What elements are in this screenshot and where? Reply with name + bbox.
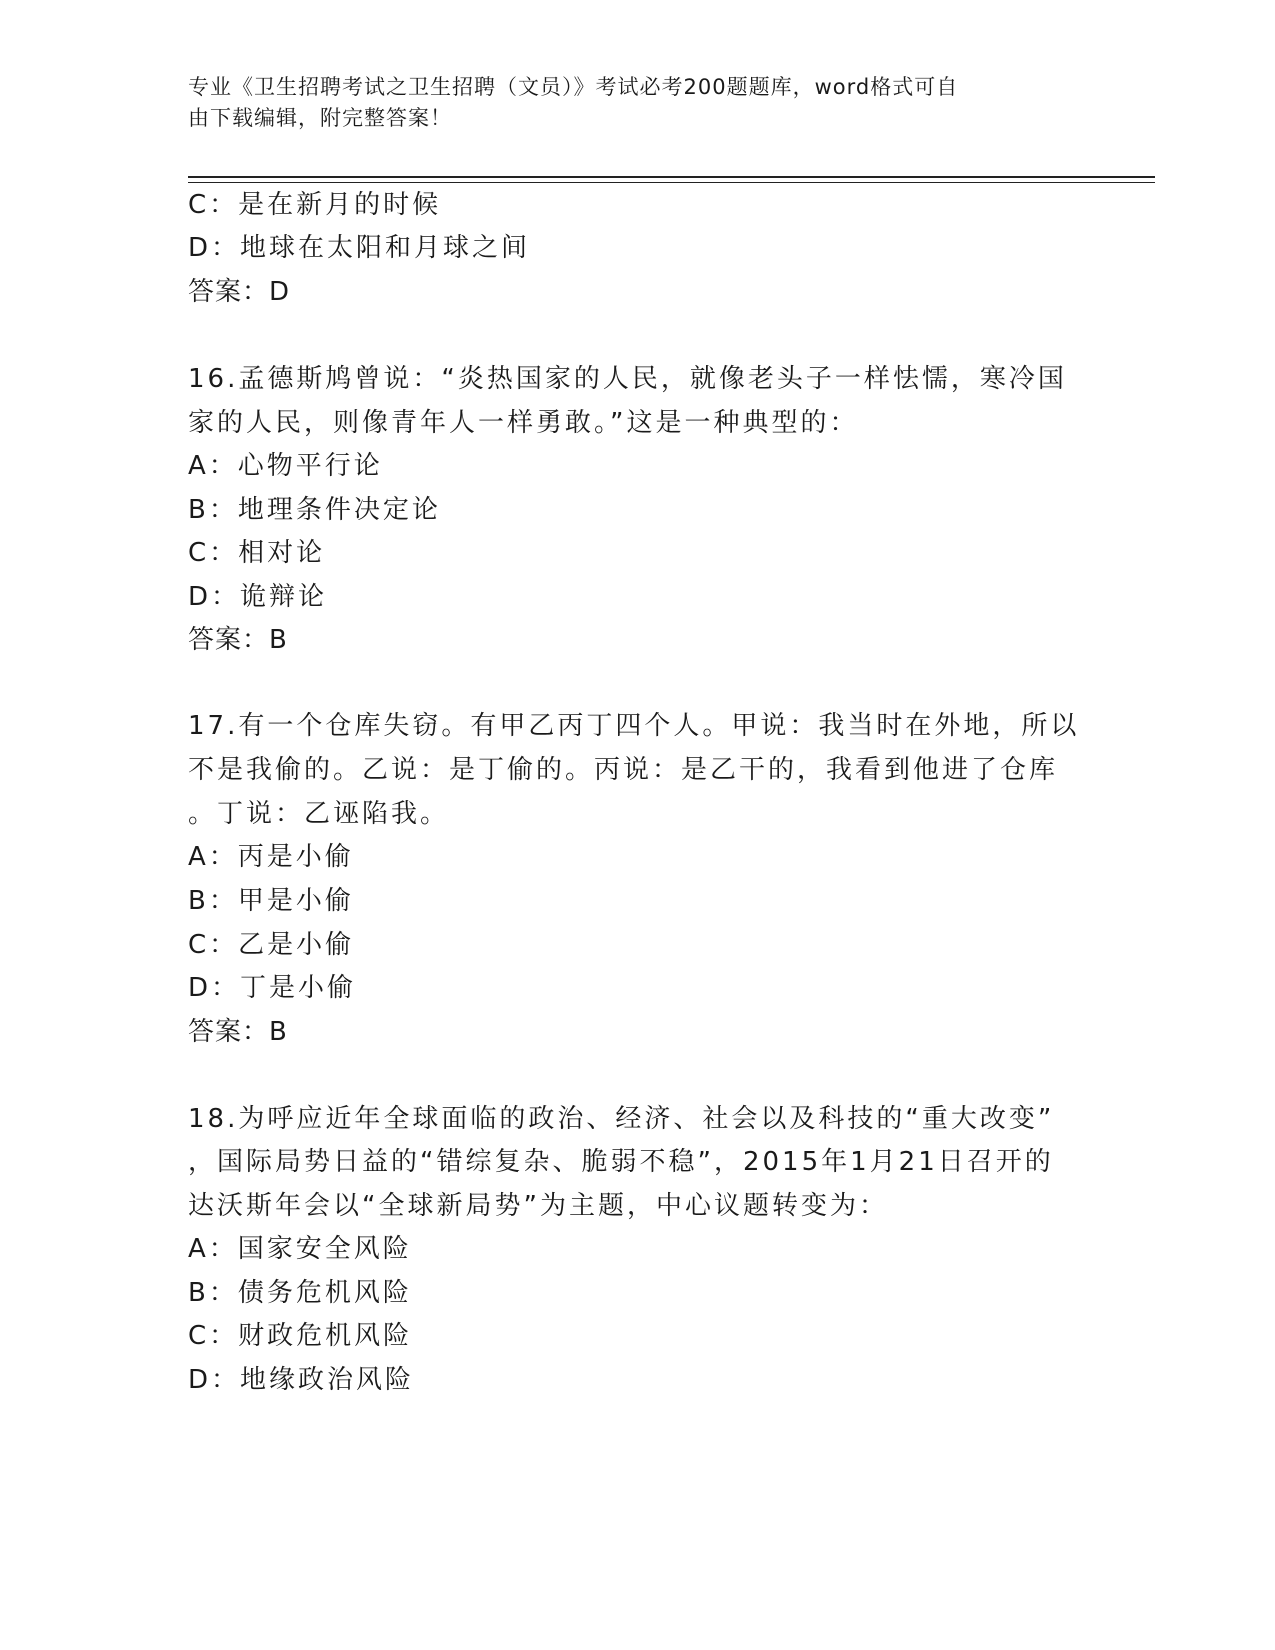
q18-stem-line-1: 18.为呼应近年全球面临的政治、经济、社会以及科技的“重大改变” [188,1104,1055,1134]
header-rule-thin [188,182,1155,183]
q17-option-a: A：丙是小偷 [188,842,354,872]
q18-stem-line-2: ，国际局势日益的“错综复杂、脆弱不稳”，2015年1月21日召开的 [188,1147,1054,1177]
q17-option-c: C：乙是小偷 [188,930,355,960]
q16-option-b: B：地理条件决定论 [188,495,441,525]
header-rule-thick [188,176,1155,178]
q16-answer: 答案：B [188,625,288,655]
q17-stem-line-2: 不是我偷的。乙说：是丁偷的。丙说：是乙干的，我看到他进了仓库 [188,755,1059,785]
q16-stem-line-1: 16.孟德斯鸠曾说：“炎热国家的人民，就像老头子一样怯懦，寒冷国 [188,364,1067,394]
q16-option-a: A：心物平行论 [188,451,383,481]
q16-stem-line-2: 家的人民，则像青年人一样勇敢。”这是一种典型的： [188,408,859,438]
q18-option-b: B：债务危机风险 [188,1278,412,1308]
prev-option-c: C：是在新月的时候 [188,190,442,220]
q18-option-d: D：地缘政治风险 [188,1365,415,1395]
q16-option-d: D：诡辩论 [188,582,328,612]
q18-option-c: C：财政危机风险 [188,1321,413,1351]
prev-option-d: D：地球在太阳和月球之间 [188,233,531,263]
q18-stem-line-3: 达沃斯年会以“全球新局势”为主题，中心议题转变为： [188,1191,888,1221]
q17-stem-line-1: 17.有一个仓库失窃。有甲乙丙丁四个人。甲说：我当时在外地，所以 [188,711,1080,741]
q18-option-a: A：国家安全风险 [188,1234,412,1264]
prev-answer: 答案：D [188,277,291,307]
q17-option-b: B：甲是小偷 [188,886,354,916]
q16-option-c: C：相对论 [188,538,326,568]
q17-answer: 答案：B [188,1017,288,1047]
q17-option-d: D：丁是小偷 [188,973,357,1003]
header-line-1: 专业《卫生招聘考试之卫生招聘（文员）》考试必考200题题库，word格式可自 [188,75,959,99]
header-line-2: 由下载编辑，附完整答案！ [188,106,452,130]
q17-stem-line-3: 。丁说：乙诬陷我。 [188,799,450,829]
page-header [188,72,1068,134]
